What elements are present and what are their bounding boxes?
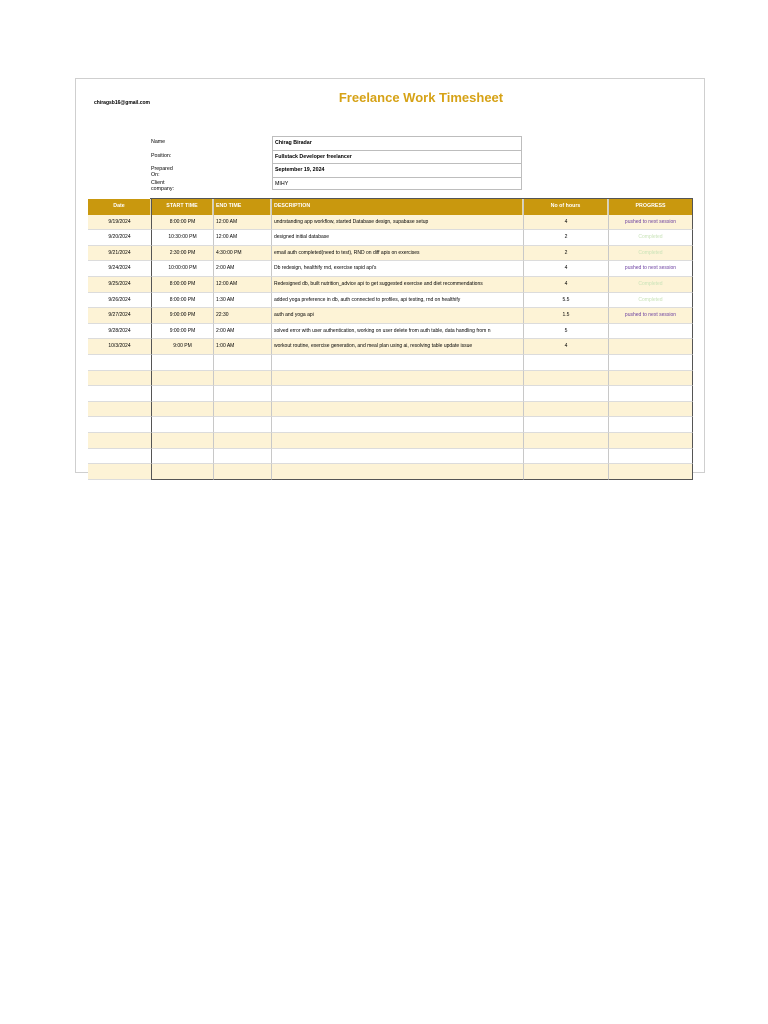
table-top-border xyxy=(150,198,693,199)
cell-hours[interactable] xyxy=(523,464,608,480)
table-row xyxy=(88,277,693,293)
cell-progress[interactable]: Completed xyxy=(608,293,693,309)
cell-description[interactable]: workout routine, exercise generation, and meal plan using ai, resolving table update issue xyxy=(271,339,523,355)
table-row xyxy=(88,261,693,277)
table-row xyxy=(88,293,693,309)
header-end-time: END TIME xyxy=(213,199,271,215)
cell-start-time[interactable] xyxy=(151,402,213,418)
cell-date[interactable] xyxy=(88,355,151,371)
table-row xyxy=(88,464,693,480)
info-value[interactable]: Chirag Biradar xyxy=(272,136,522,150)
cell-hours[interactable]: 2 xyxy=(523,230,608,246)
cell-start-time[interactable]: 8:00:00 PM xyxy=(151,277,213,293)
cell-date[interactable] xyxy=(88,464,151,480)
cell-hours[interactable] xyxy=(523,371,608,387)
cell-hours[interactable] xyxy=(523,402,608,418)
cell-date[interactable] xyxy=(88,449,151,465)
cell-end-time[interactable] xyxy=(213,386,271,402)
cell-start-time[interactable] xyxy=(151,417,213,433)
cell-hours[interactable] xyxy=(523,417,608,433)
header-description: DESCRIPTION xyxy=(271,199,523,215)
table-row xyxy=(88,402,693,418)
cell-description[interactable] xyxy=(271,433,523,449)
cell-start-time[interactable]: 10:00:00 PM xyxy=(151,261,213,277)
cell-progress[interactable] xyxy=(608,339,693,355)
table-body xyxy=(88,215,693,480)
cell-date[interactable] xyxy=(88,386,151,402)
cell-end-time[interactable]: 4:30:00 PM xyxy=(213,246,271,262)
cell-progress[interactable]: pushed to next session xyxy=(608,215,693,231)
cell-description[interactable]: solved error with user authentication, working on user delete from auth table, data handling from n xyxy=(271,324,523,340)
cell-end-time[interactable]: 12:00 AM xyxy=(213,215,271,231)
info-value[interactable]: Fullstack Developer freelancer xyxy=(272,150,522,164)
cell-hours[interactable]: 5 xyxy=(523,324,608,340)
table-row xyxy=(88,355,693,371)
cell-start-time[interactable] xyxy=(151,355,213,371)
cell-progress[interactable]: pushed to next session xyxy=(608,261,693,277)
header-start-time: START TIME xyxy=(151,199,213,215)
cell-end-time[interactable] xyxy=(213,417,271,433)
cell-end-time[interactable] xyxy=(213,464,271,480)
cell-hours[interactable]: 4 xyxy=(523,215,608,231)
cell-progress[interactable] xyxy=(608,402,693,418)
cell-description[interactable] xyxy=(271,417,523,433)
table-row xyxy=(88,339,693,355)
cell-end-time[interactable]: 1:00 AM xyxy=(213,339,271,355)
email-text: chiragsb16@gmail.com xyxy=(94,100,151,106)
cell-date[interactable]: 9/20/2024 xyxy=(88,230,151,246)
cell-end-time[interactable] xyxy=(213,433,271,449)
cell-date[interactable]: 9/21/2024 xyxy=(88,246,151,262)
cell-end-time[interactable]: 1:30 AM xyxy=(213,293,271,309)
cell-description[interactable]: Redesigned db, built nutrition_advice api to get suggested exercise and diet recommendations xyxy=(271,277,523,293)
timesheet-table xyxy=(88,199,693,480)
cell-date[interactable]: 9/25/2024 xyxy=(88,277,151,293)
cell-end-time[interactable]: 2:00 AM xyxy=(213,261,271,277)
cell-end-time[interactable]: 2:00 AM xyxy=(213,324,271,340)
cell-start-time[interactable] xyxy=(151,433,213,449)
cell-end-time[interactable] xyxy=(213,449,271,465)
cell-description[interactable]: added yoga preference in db, auth connected to profiles, api testing, rnd on healthify xyxy=(271,293,523,309)
cell-description[interactable]: email auth completed(need to test), RND on diff apis on exercises xyxy=(271,246,523,262)
cell-end-time[interactable] xyxy=(213,371,271,387)
cell-date[interactable] xyxy=(88,402,151,418)
cell-date[interactable] xyxy=(88,371,151,387)
cell-progress[interactable] xyxy=(608,417,693,433)
cell-start-time[interactable]: 9:00 PM xyxy=(151,339,213,355)
info-value[interactable]: September 19, 2024 xyxy=(272,163,522,177)
cell-description[interactable] xyxy=(271,386,523,402)
timesheet-sheet xyxy=(75,78,705,473)
cell-hours[interactable]: 4 xyxy=(523,261,608,277)
cell-date[interactable]: 9/26/2024 xyxy=(88,293,151,309)
cell-date[interactable]: 9/27/2024 xyxy=(88,308,151,324)
cell-progress[interactable]: Completed xyxy=(608,230,693,246)
cell-description[interactable] xyxy=(271,371,523,387)
header-date: Date xyxy=(88,199,151,215)
table-row xyxy=(88,230,693,246)
cell-description[interactable]: designed initial database xyxy=(271,230,523,246)
cell-start-time[interactable]: 8:00:00 PM xyxy=(151,293,213,309)
cell-hours[interactable]: 5.5 xyxy=(523,293,608,309)
cell-description[interactable]: Db redesign, healthify rnd, exercise rapid api's xyxy=(271,261,523,277)
cell-hours[interactable] xyxy=(523,449,608,465)
info-value[interactable]: MIHY xyxy=(272,177,522,191)
cell-hours[interactable]: 2 xyxy=(523,246,608,262)
table-row xyxy=(88,433,693,449)
cell-hours[interactable] xyxy=(523,386,608,402)
cell-date[interactable] xyxy=(88,433,151,449)
cell-progress[interactable] xyxy=(608,324,693,340)
cell-start-time[interactable] xyxy=(151,449,213,465)
cell-progress[interactable] xyxy=(608,355,693,371)
cell-progress[interactable]: Completed xyxy=(608,277,693,293)
cell-end-time[interactable] xyxy=(213,402,271,418)
cell-start-time[interactable]: 10:30:00 PM xyxy=(151,230,213,246)
header-progress: PROGRESS xyxy=(608,199,693,215)
header-hours: No of hours xyxy=(523,199,608,215)
cell-description[interactable] xyxy=(271,464,523,480)
cell-description[interactable] xyxy=(271,402,523,418)
table-row xyxy=(88,417,693,433)
cell-end-time[interactable]: 12:00 AM xyxy=(213,277,271,293)
cell-hours[interactable]: 1.5 xyxy=(523,308,608,324)
cell-end-time[interactable]: 22:30 xyxy=(213,308,271,324)
cell-start-time[interactable] xyxy=(151,386,213,402)
cell-description[interactable]: auth and yoga api xyxy=(271,308,523,324)
cell-hours[interactable] xyxy=(523,433,608,449)
cell-description[interactable] xyxy=(271,355,523,371)
info-label: Name xyxy=(151,139,166,145)
sheet-title: Freelance Work Timesheet xyxy=(338,90,504,105)
cell-start-time[interactable]: 9:00:00 PM xyxy=(151,308,213,324)
cell-progress[interactable] xyxy=(608,464,693,480)
cell-hours[interactable]: 4 xyxy=(523,277,608,293)
cell-description[interactable] xyxy=(271,449,523,465)
cell-end-time[interactable]: 12:00 AM xyxy=(213,230,271,246)
table-row xyxy=(88,324,693,340)
cell-progress[interactable]: Completed xyxy=(608,246,693,262)
table-header xyxy=(88,199,693,215)
table-row xyxy=(88,308,693,324)
cell-date[interactable]: 9/28/2024 xyxy=(88,324,151,340)
cell-progress[interactable] xyxy=(608,371,693,387)
cell-end-time[interactable] xyxy=(213,355,271,371)
info-label: Position: xyxy=(151,152,172,159)
cell-progress[interactable] xyxy=(608,433,693,449)
cell-date[interactable]: 10/3/2024 xyxy=(88,339,151,355)
cell-progress[interactable] xyxy=(608,449,693,465)
cell-date[interactable]: 9/19/2024 xyxy=(88,215,151,231)
info-label: Prepared On: xyxy=(151,166,173,178)
cell-description[interactable]: undrstanding app workflow, started Database design, supabase setup xyxy=(271,215,523,231)
cell-date[interactable] xyxy=(88,417,151,433)
table-row xyxy=(88,449,693,465)
cell-date[interactable]: 9/24/2024 xyxy=(88,261,151,277)
cell-start-time[interactable]: 8:00:00 PM xyxy=(151,215,213,231)
cell-start-time[interactable]: 9:00:00 PM xyxy=(151,324,213,340)
cell-progress[interactable]: pushed to next session xyxy=(608,308,693,324)
table-row xyxy=(88,386,693,402)
table-row xyxy=(88,246,693,262)
cell-start-time[interactable]: 2:30:00 PM xyxy=(151,246,213,262)
cell-hours[interactable] xyxy=(523,355,608,371)
cell-start-time[interactable] xyxy=(151,464,213,480)
table-row xyxy=(88,215,693,231)
cell-progress[interactable] xyxy=(608,386,693,402)
info-label: Client company: xyxy=(151,179,174,192)
cell-hours[interactable]: 4 xyxy=(523,339,608,355)
table-row xyxy=(88,371,693,387)
cell-start-time[interactable] xyxy=(151,371,213,387)
